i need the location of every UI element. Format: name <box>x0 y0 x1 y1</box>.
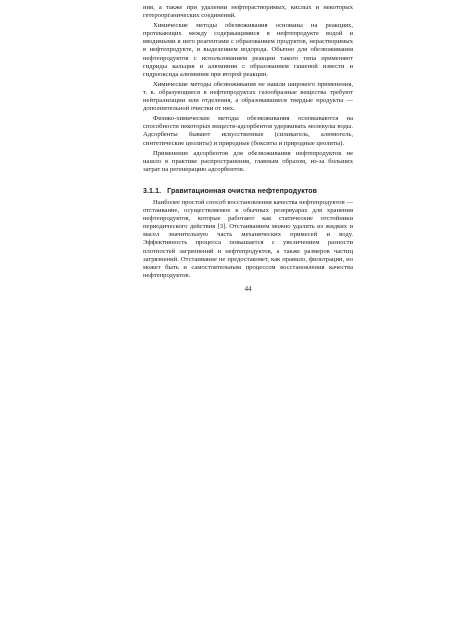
paragraph-physicochemical-methods: Физико-химические методы обезвоживания основываются на способности некоторых веществ-адсорбентов удерживать молекулы воды. Адсорбенты бывают искусственные (силикагель, алюмогель, синтетические цеолиты) и природные (бокситы и природные цеолиты). <box>143 115 353 147</box>
page-number: 44 <box>244 286 252 293</box>
section-title: Гравитационная очистка нефтепродуктов <box>167 187 318 195</box>
paragraph-gravity-settling: Наиболее простой способ восстановления качества нефтепродуктов — отстаивание, осуществляемое в обычных резервуарах для хранения нефтепродуктов, которые работают как статические отстойники периодического действия [3]. Отстаиванием можно удалить из жидких и масел значительную часть механических примесей и воду. Эффективность процесса повышается с увеличением разности плотностей загрязнений и нефтепродуктов, а также размеров частиц загрязнений. Отстаивание не предоставляет, как правило, фильтрации, но может быть и самостоятельным процессом восстановления качества нефтепродуктов. <box>143 198 353 279</box>
paragraph-adsorbents: Применение адсорбентов для обезвоживания нефтепродуктов не нашло в практике распространения, главным образом, из-за больших затрат на регенерацию адсорбентов. <box>143 149 353 173</box>
document-page <box>143 4 353 634</box>
paragraph-chemical-limitations: Химические методы обезвоживания не нашли широкого применения, т. к. образующиеся в нефтепродуктах газообразные вещества требуют нейтрализации или отделения, а образовавшиеся твердые продукты — дополнительной очистки от них. <box>143 80 353 113</box>
paragraph-continuation: ния, а также при удалении нефтерастворимых, кислых и некоторых гетероорганических соединений. <box>143 4 353 20</box>
section-heading <box>143 188 353 196</box>
section-number: 3.1.1. <box>143 187 162 195</box>
paragraph-chemical-methods: Химические методы обезвоживания основаны на реакциях, протекающих между содержащимися в нефтепродукте водой и вводимыми в него реагентами с образованием продуктов, нерастворимых в нефтепродукте, и выделением водорода. Обычно для обезвоживания нефтепродуктов с использованием реакции такого типа применяют гидриды кальция и алюминия с образованием гашеной извести и гидрооксида алюминия при второй реакции. <box>143 22 353 78</box>
